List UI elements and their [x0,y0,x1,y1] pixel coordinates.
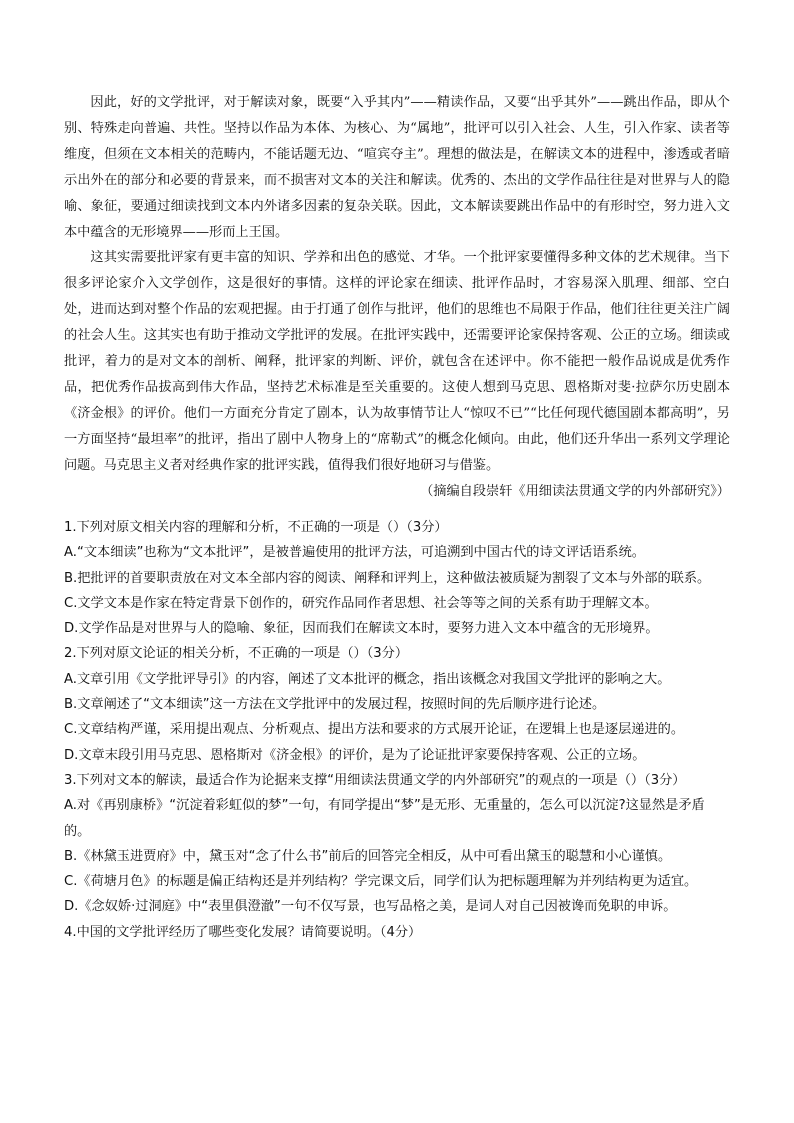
question-2-option-a: A.文章引用《文学批评导引》的内容，阐述了文本批评的概念，指出该概念对我国文学批评的影响之大。 [64,671,671,687]
question-3-option-c: C.《荷塘月色》的标题是偏正结构还是并列结构？学完课文后，同学们认为把标题理解为并列结构更为适宜。 [64,874,698,890]
passage-paragraph-1: 因此，好的文学批评，对于解读对象，既要“入乎其内”——精读作品，又要“出乎其外”——跳出作品，即从个别、特殊走向普遍、共性。坚持以作品为本体、为核心、为“属地”，批评可以引入社会、人生，引入作家、读者等维度，但须在文本相关的范畴内，不能话题无边、“喧宾夺主”。理想的做法是，在解读文本的进程中，渗透或者暗示出外在的部分和必要的背景来，而不损害对文本的关注和解读。优秀的、杰出的文学作品往往是对世界与人的隐喻、象征，要通过细读找到文本内外诸多因素的复杂关联。因此，文本解读要跳出作品中的有形时空，努力进入文本中蕴含的无形境界——形而上王国。 [64,95,730,240]
question-3-option-a: A.对《再别康桥》“沉淀着彩虹似的梦”一句，有同学提出“梦”是无形、无重量的，怎么可以沉淀?这显然是矛盾的。 [64,798,705,839]
question-3-option-d: D.《念奴娇·过洞庭》中“表里俱澄澈”一句不仅写景，也写品格之美，是词人对自己因被谗而免职的申诉。 [64,899,677,915]
question-2-option-c: C.文章结构严谨，采用提出观点、分析观点、提出方法和要求的方式展开论证，在逻辑上也是逐层递进的。 [64,722,685,738]
question-3-stem: 3.下列对文本的解读，最适合作为论据来支撑“用细读法贯通文学的内外部研究”的观点的一项是（）（3分） [64,772,686,788]
passage-source: （摘编自段崇轩《用细读法贯通文学的内外部研究》） [420,483,730,499]
question-2-stem: 2.下列对原文论证的相关分析，不正确的一项是（）（3分） [64,646,409,662]
question-list [64,515,730,945]
question-1-option-a: A.“文本细读”也称为“文本批评”，是被普遍使用的批评方法，可追溯到中国古代的诗文评话语系统。 [64,545,645,561]
question-2-option-b: B.文章阐述了“文本细读”这一方法在文学批评中的发展过程，按照时间的先后顺序进行论述。 [64,697,606,713]
question-1-stem: 1.下列对原文相关内容的理解和分析，不正确的一项是（）（3分） [64,520,448,535]
question-2-option-d: D.文章末段引用马克思、恩格斯对《济金根》的评价，是为了论证批评家要保持客观、公正的立场。 [64,747,646,763]
question-4-stem: 4.中国的文学批评经历了哪些变化发展？请简要说明。（4分） [64,924,422,940]
reading-passage [64,90,730,505]
question-3-option-b: B.《林黛玉进贾府》中，黛玉对“念了什么书”前后的回答完全相反，从中可看出黛玉的聪慧和小心谨慎。 [64,848,672,864]
question-1-option-b: B.把批评的首要职责放在对文本全部内容的阅读、阐释和评判上，这种做法被质疑为割裂了文本与外部的联系。 [64,570,711,586]
passage-paragraph-2: 这其实需要批评家有更丰富的知识、学养和出色的感觉、才华。一个批评家要懂得多种文体的艺术规律。当下很多评论家介入文学创作，这是很好的事情。这样的评论家在细读、批评作品时，才容易深入肌理、细部、空白处，进而达到对整个作品的宏观把握。由于打通了创作与批评，他们的思维也不局限于作品，他们往往更关注广阔的社会人生。这其实也有助于推动文学批评的发展。在批评实践中，还需要评论家保持客观、公正的立场。细读或批评，着力的是对文本的剖析、阐释，批评家的判断、评价，就包含在述评中。你不能把一般作品说成是优秀作品，把优秀作品拔高到伟大作品，坚持艺术标准是至关重要的。这使人想到马克思、恩格斯对斐·拉萨尔历史剧本《济金根》的评价。他们一方面充分肯定了剧本，认为故事情节让人“惊叹不已”“比任何现代德国剧本都高明”，另一方面坚持“最坦率”的批评，指出了剧中人物身上的“席勒式”的概念化倾向。由此，他们还升华出一系列文学理论问题。马克思主义者对经典作家的批评实践，值得我们很好地研习与借鉴。 [64,250,730,473]
question-1-option-c: C.文学文本是作家在特定背景下创作的，研究作品同作者思想、社会等等之间的关系有助于理解文本。 [64,595,658,611]
question-1-option-d: D.文学作品是对世界与人的隐喻、象征，因而我们在解读文本时，要努力进入文本中蕴含的无形境界。 [64,621,659,637]
